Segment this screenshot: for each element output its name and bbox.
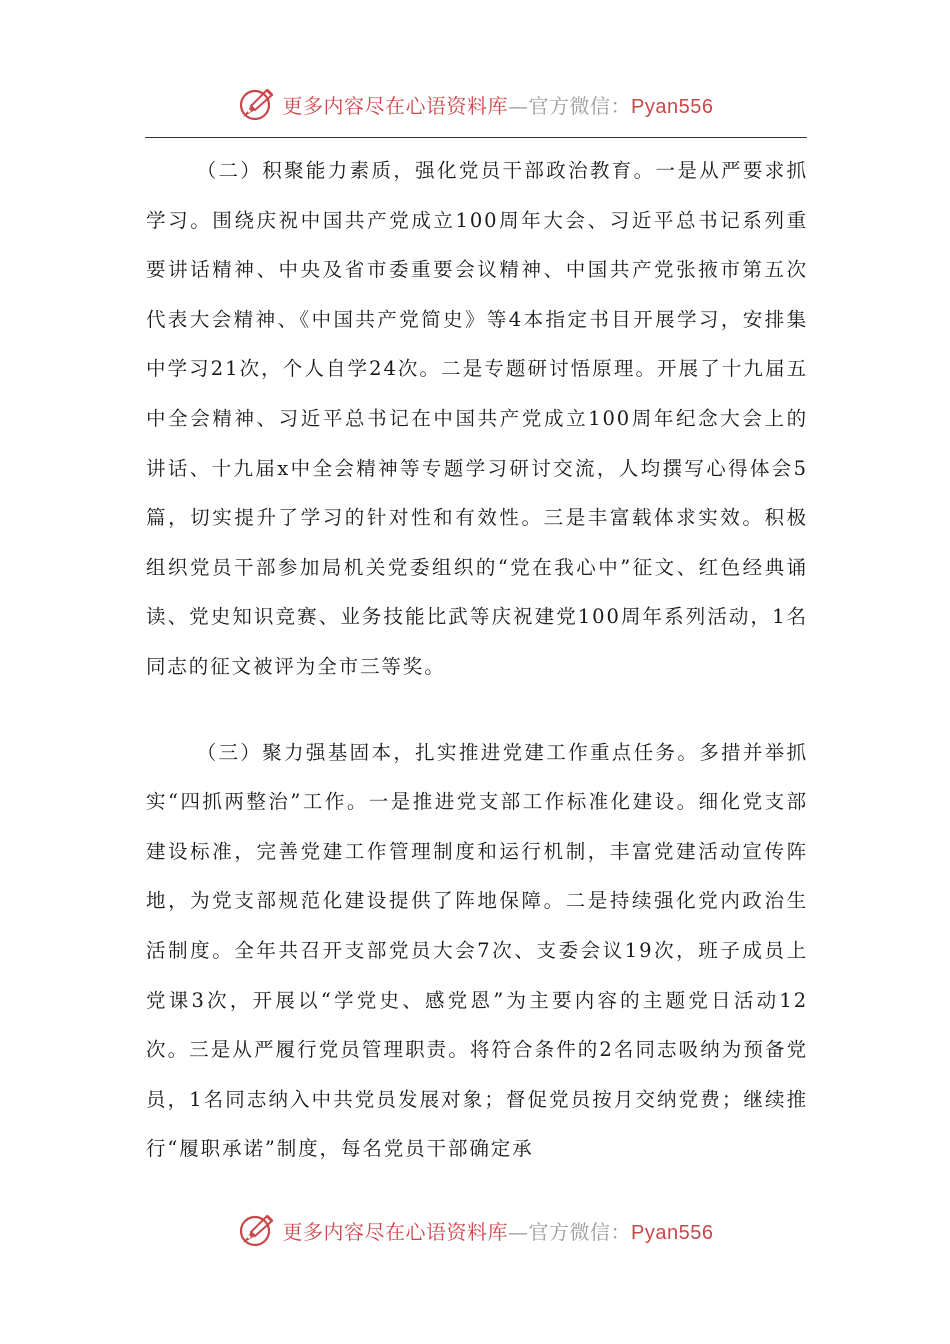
header-banner-text xyxy=(283,90,714,119)
header-wechat-label: 官方微信： xyxy=(528,93,632,118)
header-banner xyxy=(0,82,950,126)
header-wechat-id: Pyan556 xyxy=(631,95,714,118)
footer-banner-text xyxy=(283,1216,714,1245)
pen-nib-logo-icon xyxy=(237,1210,277,1250)
header-brand: 更多内容尽在心语资料库 xyxy=(282,93,509,118)
header-separator: — xyxy=(508,93,529,118)
header-divider xyxy=(145,137,807,138)
footer-brand: 更多内容尽在心语资料库 xyxy=(282,1219,509,1244)
pen-nib-logo-icon xyxy=(237,84,277,124)
paragraph-section-3: （三）聚力强基固本，扎实推进党建工作重点任务。多措并举抓实“四抓两整治”工作。一是推进党支部工作标准化建设。细化党支部建设标准，完善党建工作管理制度和运行机制，丰富党建活动宣传阵地，为党支部规范化建设提供了阵地保障。二是持续强化党内政治生活制度。全年共召开支部党员大会7次、支委会议19次，班子成员上党课3次，开展以“学党史、感党恩”为主要内容的主题党日活动12次。三是从严履行党员管理职责。将符合条件的2名同志吸纳为预备党员，1名同志纳入中共党员发展对象；督促党员按月交纳党费；继续推行“履职承诺”制度，每名党员干部确定承 xyxy=(146,740,808,1161)
footer-wechat-id: Pyan556 xyxy=(631,1221,714,1244)
document-body xyxy=(146,146,808,1174)
footer-wechat-label: 官方微信： xyxy=(528,1219,632,1244)
footer-banner xyxy=(0,1208,950,1252)
footer-separator: — xyxy=(508,1219,529,1244)
paragraph-section-2: （二）积聚能力素质，强化党员干部政治教育。一是从严要求抓学习。围绕庆祝中国共产党成立100周年大会、习近平总书记系列重要讲话精神、中央及省市委重要会议精神、中国共产党张掖市第五次代表大会精神、《中国共产党简史》等4本指定书目开展学习，安排集中学习21次，个人自学24次。二是专题研讨悟原理。开展了十九届五中全会精神、习近平总书记在中国共产党成立100周年纪念大会上的讲话、十九届x中全会精神等专题学习研讨交流，人均撰写心得体会5篇，切实提升了学习的针对性和有效性。三是丰富载体求实效。积极组织党员干部参加局机关党委组织的“党在我心中”征文、红色经典诵读、党史知识竞赛、业务技能比武等庆祝建党100周年系列活动，1名同志的征文被评为全市三等奖。 xyxy=(146,159,808,678)
